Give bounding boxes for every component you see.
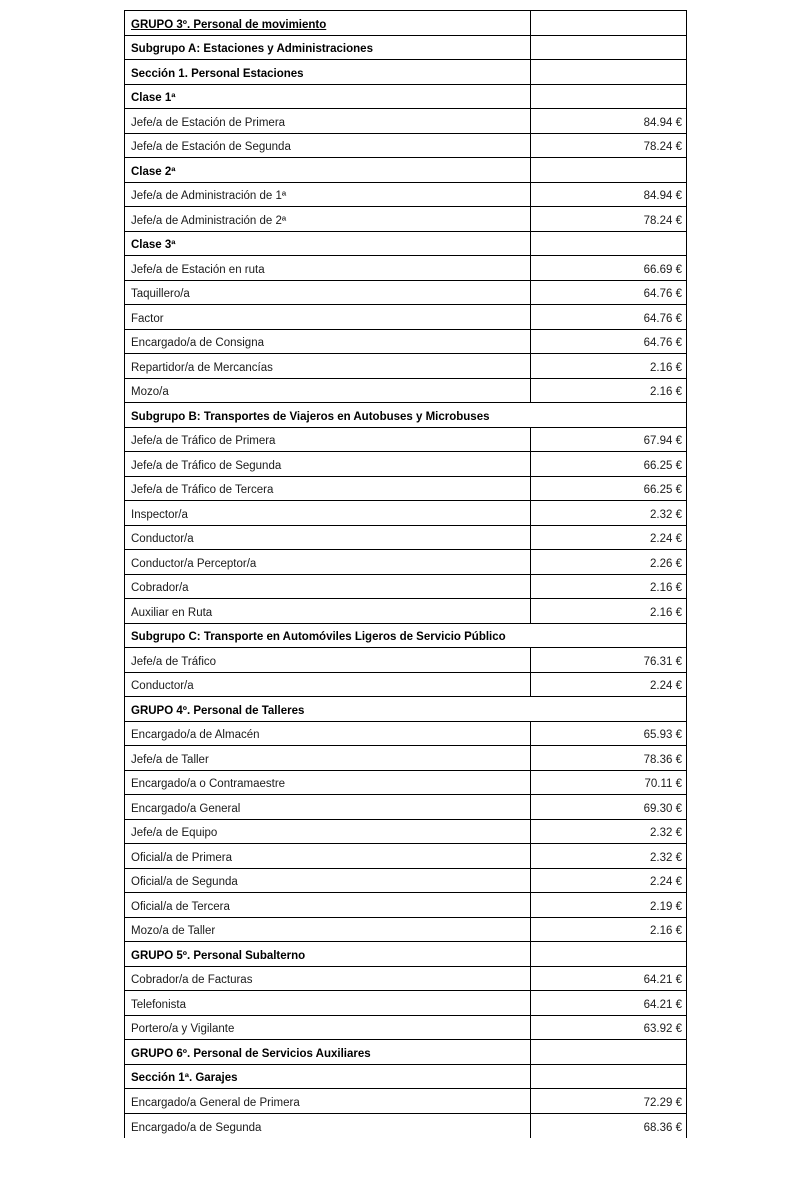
section-heading-cell: [125, 84, 531, 109]
amount-cell: 2.32 €: [531, 844, 687, 869]
amount-cell: [531, 158, 687, 183]
section-heading-text: GRUPO 6º. Personal de Servicios Auxiliares: [131, 1047, 371, 1060]
category-cell: [125, 280, 531, 305]
amount-cell: 2.16 €: [531, 599, 687, 624]
section-heading-row: [125, 1064, 687, 1089]
table-row: [125, 746, 687, 771]
category-cell: [125, 966, 531, 991]
section-heading-row: [125, 1040, 687, 1065]
amount-cell: 78.36 €: [531, 746, 687, 771]
category-label: Oficial/a de Segunda: [131, 876, 238, 888]
category-label: Encargado/a o Contramaestre: [131, 778, 286, 790]
table-row: [125, 452, 687, 477]
category-cell: [125, 525, 531, 550]
amount-cell: 2.32 €: [531, 501, 687, 526]
salary-table: [124, 10, 687, 1138]
category-label: Jefe/a de Administración de 1ª: [131, 190, 287, 202]
amount-cell: 76.31 €: [531, 648, 687, 673]
category-label: Inspector/a: [131, 508, 188, 521]
table-row: [125, 182, 687, 207]
section-heading-cell: [125, 697, 687, 722]
category-label: Telefonista: [131, 998, 186, 1011]
amount-cell: 2.19 €: [531, 893, 687, 918]
amount-cell: 84.94 €: [531, 109, 687, 134]
table-row: [125, 1015, 687, 1040]
amount-cell: 2.24 €: [531, 868, 687, 893]
table-row: [125, 354, 687, 379]
section-heading-row: [125, 158, 687, 183]
section-heading-cell: [125, 11, 531, 36]
amount-cell: 78.24 €: [531, 207, 687, 232]
section-heading-text: Clase 1ª: [131, 92, 176, 104]
category-cell: [125, 109, 531, 134]
amount-cell: 2.16 €: [531, 378, 687, 403]
table-row: [125, 672, 687, 697]
section-heading-row: [125, 942, 687, 967]
table-row: [125, 427, 687, 452]
category-label: Oficial/a de Tercera: [131, 900, 230, 913]
category-label: Conductor/a: [131, 680, 194, 692]
amount-cell: [531, 1064, 687, 1089]
amount-cell: [531, 231, 687, 256]
section-heading-text: Subgrupo B: Transportes de Viajeros en Autobuses y Microbuses: [131, 410, 490, 423]
table-row: [125, 256, 687, 281]
section-heading-row: [125, 231, 687, 256]
section-heading-text: Subgrupo A: Estaciones y Administraciones: [131, 43, 373, 55]
category-cell: [125, 599, 531, 624]
amount-cell: 2.24 €: [531, 672, 687, 697]
table-row: [125, 550, 687, 575]
amount-cell: [531, 60, 687, 85]
section-heading-cell: [125, 403, 687, 428]
section-heading-text: Sección 1. Personal Estaciones: [131, 67, 304, 80]
category-cell: [125, 476, 531, 501]
table-row: [125, 305, 687, 330]
category-label: Encargado/a de Consigna: [131, 337, 264, 349]
category-label: Jefe/a de Estación de Primera: [131, 116, 286, 129]
category-cell: [125, 770, 531, 795]
section-heading-cell: [125, 158, 531, 183]
table-row: [125, 207, 687, 232]
amount-cell: 63.92 €: [531, 1015, 687, 1040]
section-heading-text: GRUPO 4º. Personal de Talleres: [131, 704, 305, 717]
section-heading-row: [125, 697, 687, 722]
category-label: Cobrador/a: [131, 582, 189, 594]
category-cell: [125, 672, 531, 697]
table-row: [125, 501, 687, 526]
category-cell: [125, 991, 531, 1016]
table-row: [125, 917, 687, 942]
section-heading-cell: [125, 942, 531, 967]
category-cell: [125, 721, 531, 746]
section-heading-row: [125, 11, 687, 36]
category-cell: [125, 378, 531, 403]
category-label: Jefe/a de Tráfico: [131, 655, 217, 668]
amount-cell: 66.25 €: [531, 476, 687, 501]
amount-cell: [531, 942, 687, 967]
category-label: Encargado/a General: [131, 802, 241, 815]
amount-cell: 66.69 €: [531, 256, 687, 281]
amount-cell: 2.26 €: [531, 550, 687, 575]
category-cell: [125, 550, 531, 575]
amount-cell: 65.93 €: [531, 721, 687, 746]
category-label: Mozo/a: [131, 386, 169, 398]
category-label: Jefe/a de Tráfico de Primera: [131, 435, 276, 447]
category-cell: [125, 182, 531, 207]
table-row: [125, 721, 687, 746]
category-label: Encargado/a de Almacén: [131, 729, 260, 741]
category-cell: [125, 256, 531, 281]
table-row: [125, 280, 687, 305]
section-heading-text: Clase 3ª: [131, 239, 176, 251]
category-label: Taquillero/a: [131, 288, 190, 300]
category-label: Jefe/a de Tráfico de Segunda: [131, 459, 282, 472]
table-row: [125, 893, 687, 918]
category-cell: [125, 819, 531, 844]
amount-cell: 84.94 €: [531, 182, 687, 207]
table-row: [125, 991, 687, 1016]
amount-cell: 2.16 €: [531, 354, 687, 379]
amount-cell: 64.76 €: [531, 305, 687, 330]
category-cell: [125, 574, 531, 599]
section-heading-row: [125, 84, 687, 109]
amount-cell: 2.16 €: [531, 574, 687, 599]
table-row: [125, 795, 687, 820]
amount-cell: 70.11 €: [531, 770, 687, 795]
table-row: [125, 599, 687, 624]
category-cell: [125, 452, 531, 477]
table-row: [125, 133, 687, 158]
table-row: [125, 329, 687, 354]
section-heading-cell: [125, 1040, 531, 1065]
section-heading-text: GRUPO 3º. Personal de movimiento: [131, 18, 327, 31]
section-heading-text: GRUPO 5º. Personal Subalterno: [131, 949, 306, 962]
category-cell: [125, 746, 531, 771]
table-row: [125, 574, 687, 599]
category-cell: [125, 893, 531, 918]
section-heading-text: Subgrupo C: Transporte en Automóviles Ligeros de Servicio Público: [131, 631, 506, 643]
category-label: Encargado/a General de Primera: [131, 1096, 300, 1109]
category-label: Portero/a y Vigilante: [131, 1023, 235, 1035]
category-label: Cobrador/a de Facturas: [131, 974, 253, 986]
section-heading-cell: [125, 1064, 531, 1089]
category-cell: [125, 648, 531, 673]
table-row: [125, 525, 687, 550]
category-cell: [125, 207, 531, 232]
category-cell: [125, 1089, 531, 1114]
table-row: [125, 966, 687, 991]
category-cell: [125, 1015, 531, 1040]
category-label: Encargado/a de Segunda: [131, 1121, 262, 1134]
amount-cell: 69.30 €: [531, 795, 687, 820]
section-heading-text: Sección 1ª. Garajes: [131, 1072, 238, 1084]
category-label: Auxiliar en Ruta: [131, 606, 213, 619]
amount-cell: 72.29 €: [531, 1089, 687, 1114]
amount-cell: 64.21 €: [531, 966, 687, 991]
amount-cell: 67.94 €: [531, 427, 687, 452]
table-row: [125, 476, 687, 501]
amount-cell: 66.25 €: [531, 452, 687, 477]
category-cell: [125, 305, 531, 330]
table-row: [125, 819, 687, 844]
amount-cell: 2.16 €: [531, 917, 687, 942]
section-heading-text: Clase 2ª: [131, 165, 176, 178]
table-row: [125, 378, 687, 403]
section-heading-cell: [125, 231, 531, 256]
amount-cell: [531, 84, 687, 109]
amount-cell: [531, 1040, 687, 1065]
section-heading-cell: [125, 623, 687, 648]
category-cell: [125, 868, 531, 893]
category-label: Jefe/a de Equipo: [131, 827, 218, 839]
amount-cell: 2.24 €: [531, 525, 687, 550]
category-label: Conductor/a: [131, 533, 194, 545]
category-label: Repartidor/a de Mercancías: [131, 361, 273, 374]
table-row: [125, 844, 687, 869]
category-label: Factor: [131, 312, 164, 325]
amount-cell: 64.21 €: [531, 991, 687, 1016]
amount-cell: 64.76 €: [531, 280, 687, 305]
table-row: [125, 648, 687, 673]
amount-cell: [531, 11, 687, 36]
amount-cell: 68.36 €: [531, 1113, 687, 1138]
category-cell: [125, 917, 531, 942]
category-label: Jefe/a de Estación de Segunda: [131, 141, 291, 153]
section-heading-row: [125, 403, 687, 428]
table-row: [125, 868, 687, 893]
section-heading-row: [125, 60, 687, 85]
category-label: Jefe/a de Administración de 2ª: [131, 214, 287, 227]
section-heading-row: [125, 35, 687, 60]
category-cell: [125, 795, 531, 820]
section-heading-cell: [125, 35, 531, 60]
category-label: Conductor/a Perceptor/a: [131, 557, 257, 570]
category-cell: [125, 427, 531, 452]
category-cell: [125, 133, 531, 158]
table-row: [125, 1113, 687, 1138]
category-label: Jefe/a de Tráfico de Tercera: [131, 484, 274, 496]
category-label: Mozo/a de Taller: [131, 925, 216, 937]
category-cell: [125, 501, 531, 526]
category-cell: [125, 844, 531, 869]
category-cell: [125, 329, 531, 354]
table-row: [125, 770, 687, 795]
table-row: [125, 109, 687, 134]
amount-cell: 2.32 €: [531, 819, 687, 844]
salary-table-body: [125, 11, 687, 1138]
category-cell: [125, 354, 531, 379]
category-cell: [125, 1113, 531, 1138]
category-label: Oficial/a de Primera: [131, 851, 232, 864]
amount-cell: 64.76 €: [531, 329, 687, 354]
amount-cell: [531, 35, 687, 60]
section-heading-row: [125, 623, 687, 648]
category-label: Jefe/a de Estación en ruta: [131, 263, 265, 276]
category-label: Jefe/a de Taller: [131, 753, 209, 766]
section-heading-cell: [125, 60, 531, 85]
amount-cell: 78.24 €: [531, 133, 687, 158]
table-row: [125, 1089, 687, 1114]
